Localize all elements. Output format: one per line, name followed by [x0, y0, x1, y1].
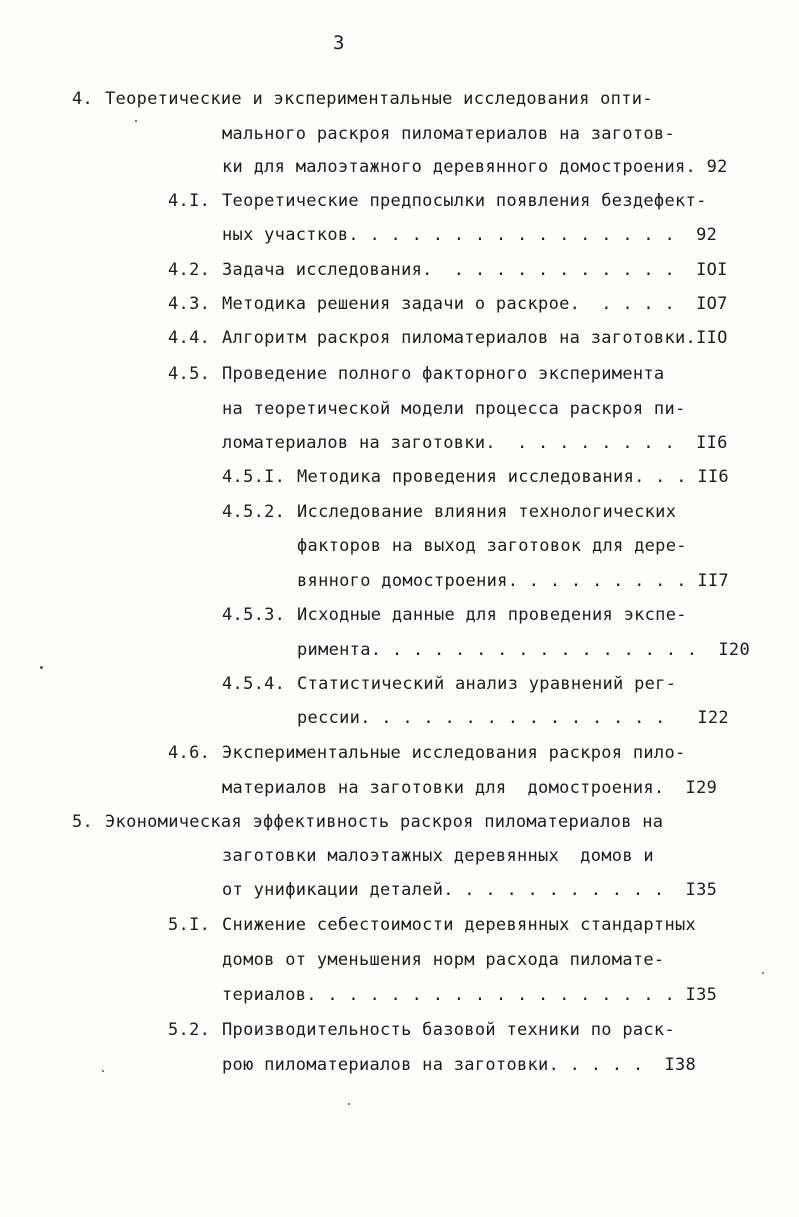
toc-title-line: Теоретические и экспериментальные исследования опти- [105, 89, 653, 109]
scan-speck [102, 1070, 104, 1072]
toc-title-line: Задача исследования. . . . . . . . . . . . IOI [222, 260, 728, 280]
toc-title-line: домов от уменьшения норм расхода пиломате- [222, 950, 665, 970]
toc-title-line: ломатериалов на заготовки. . . . . . . . . II6 [222, 433, 728, 453]
toc-title-line: Производительность базовой техники по раск- [222, 1020, 675, 1040]
toc-number: 4.5.2. [222, 502, 286, 522]
toc-title-line: на теоретической модели процесса раскроя пи- [222, 399, 686, 419]
toc-title-line: материалов на заготовки для домостроения. I29 [222, 778, 718, 798]
toc-title-line: Снижение себестоимости деревянных стандартных [222, 915, 697, 935]
toc-title-line: Методика решения задачи о раскрое. . . . . IO7 [222, 294, 728, 314]
scan-speck [40, 666, 43, 669]
toc-number: 4.5.3. [222, 605, 286, 625]
toc-number: 4. [72, 89, 94, 109]
toc-title-line: Теоретические предпосылки появления бездефект- [222, 191, 707, 211]
toc-number: 4.5.I. [222, 467, 286, 487]
toc-title-line: ных участков. . . . . . . . . . . . . . . . 92 [222, 225, 718, 245]
toc-title-line: Алгоритм раскроя пиломатериалов на заготовки.IIO [222, 328, 728, 348]
toc-title-line: факторов на выход заготовок для дере- [297, 536, 687, 556]
toc-number: 4.2. [168, 260, 211, 280]
scan-speck [762, 972, 764, 974]
toc-title-line: заготовки малоэтажных деревянных домов и [222, 846, 654, 866]
toc-number: 4.6. [168, 743, 211, 763]
toc-title-line: ки для малоэтажного деревянного домостроения. 92 [222, 157, 728, 177]
toc-title-line: териалов. . . . . . . . . . . . . . . . . . I35 [222, 985, 718, 1005]
toc-title-line: Статистический анализ уравнений рег- [297, 674, 677, 694]
toc-number: 4.I. [168, 191, 211, 211]
toc-title-line: рессии. . . . . . . . . . . . . . . I22 [297, 708, 729, 728]
toc-number: 4.5.4. [222, 674, 286, 694]
page-number: 3 [333, 32, 345, 54]
toc-number: 4.4. [168, 328, 211, 348]
toc-title-line: Исходные данные для проведения экспе- [297, 605, 687, 625]
toc-title-line: мального раскроя пиломатериалов на заготов- [222, 124, 675, 144]
toc-number: 5. [72, 812, 94, 832]
toc-number: 4.5. [168, 364, 211, 384]
toc-title-line: рою пиломатериалов на заготовки. . . . . I38 [222, 1055, 697, 1075]
toc-title-line: Исследование влияния технологических [297, 502, 677, 522]
toc-number: 4.3. [168, 294, 211, 314]
toc-number: 5.2. [168, 1020, 211, 1040]
toc-title-line: Методика проведения исследования. . . II6 [297, 467, 729, 487]
toc-title-line: Экономическая эффективность раскроя пиломатериалов на [105, 812, 664, 832]
toc-title-line: Проведение полного факторного эксперимента [222, 364, 665, 384]
toc-number: 5.I. [168, 915, 211, 935]
toc-title-line: от унификации деталей. . . . . . . . . . . I35 [222, 880, 718, 900]
toc-title-line: вянного домостроения. . . . . . . . . II7 [297, 571, 729, 591]
toc-title-line: Экспериментальные исследования раскроя пило- [222, 743, 686, 763]
scan-speck [135, 120, 137, 122]
toc-title-line: римента. . . . . . . . . . . . . . . . I20 [297, 640, 750, 660]
scan-speck [348, 1103, 350, 1105]
